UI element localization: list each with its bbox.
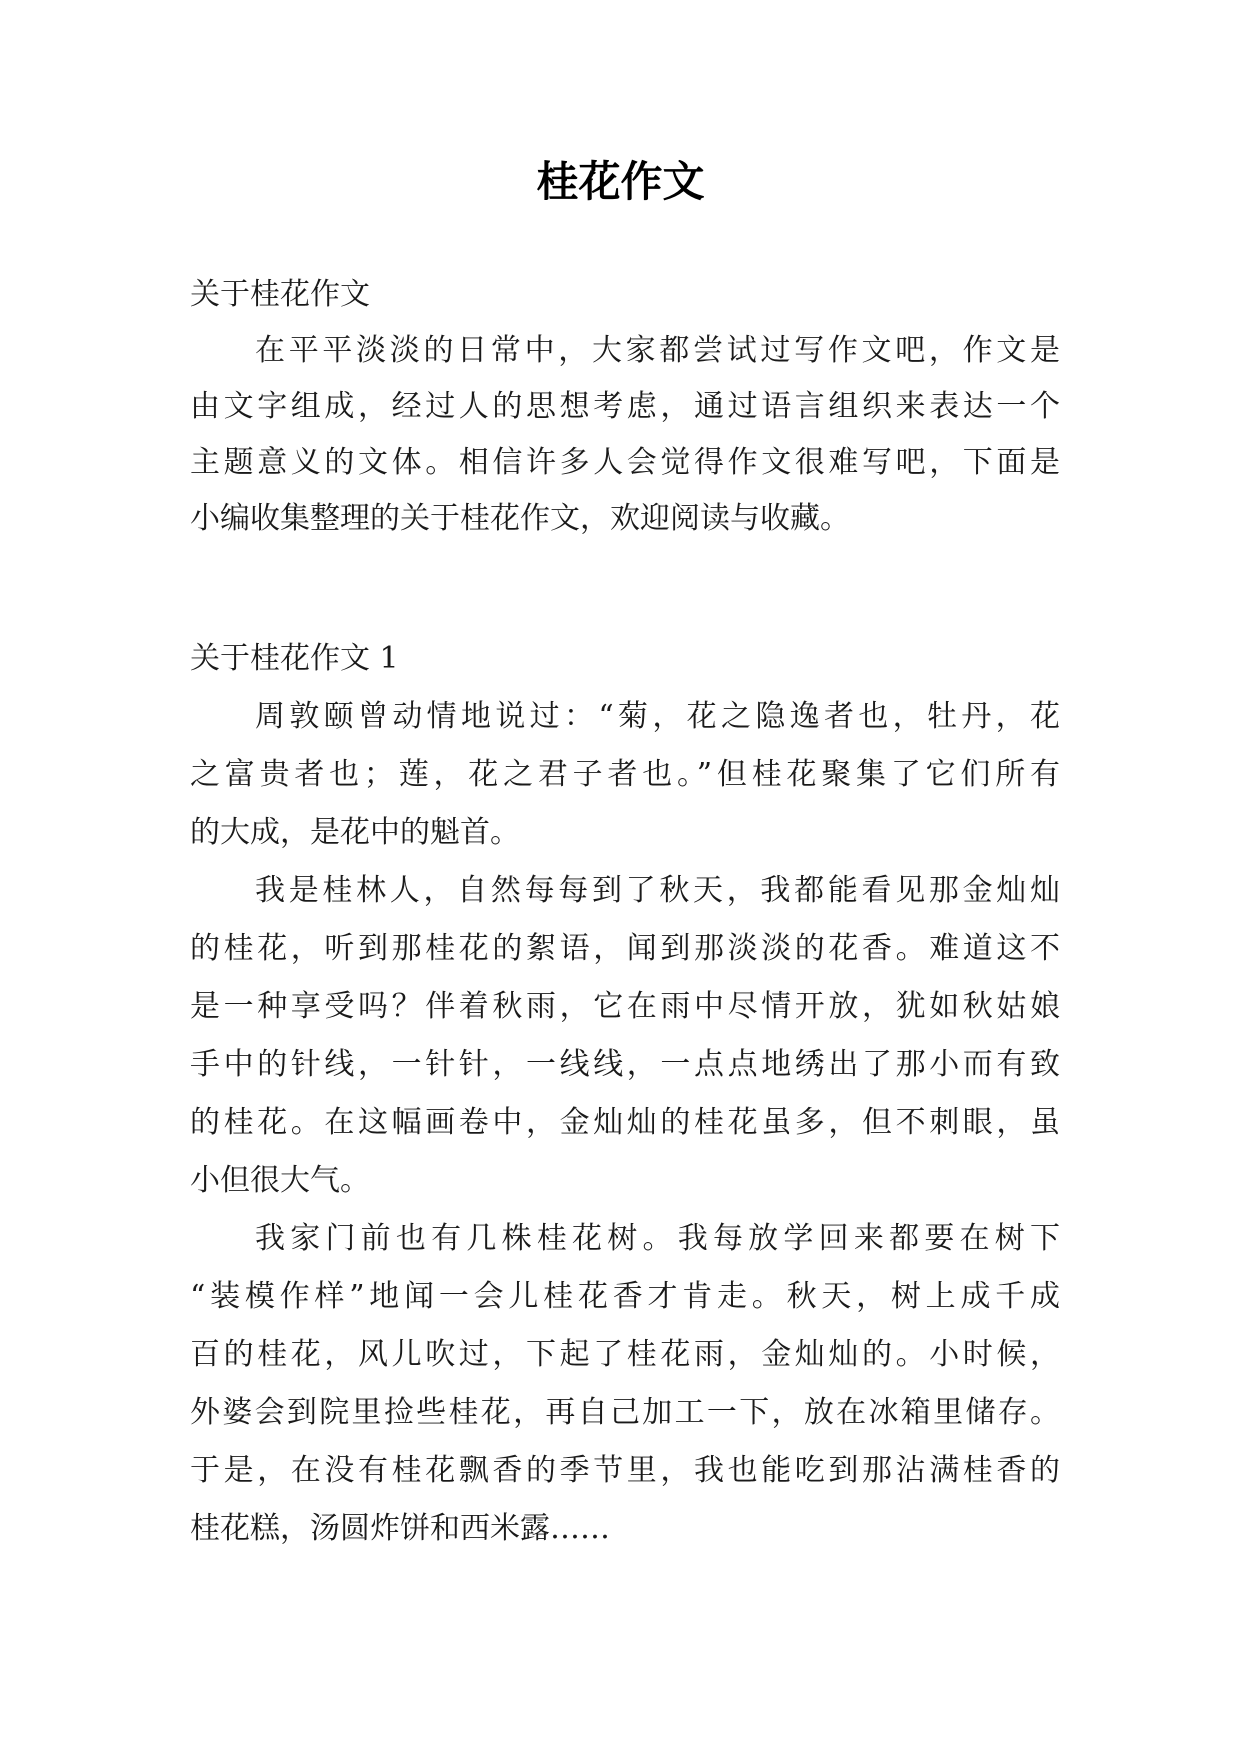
essay-paragraph-line: 周敦颐曾动情地说过：“菊，花之隐逸者也，牡丹，花: [255, 699, 1060, 734]
essay-paragraph-line: 我家门前也有几株桂花树。我每放学回来都要在树下: [255, 1221, 1060, 1256]
intro-paragraph-line: 在平平淡淡的日常中，大家都尝试过写作文吧，作文是: [255, 333, 1060, 368]
essay-paragraph-line: 的桂花，听到那桂花的絮语，闻到那淡淡的花香。难道这不: [190, 931, 1060, 966]
essay-paragraph-line: 百的桂花，风儿吹过，下起了桂花雨，金灿灿的。小时候，: [190, 1337, 1060, 1372]
essay-paragraph-line: 手中的针线，一针针，一线线，一点点地绣出了那小而有致: [190, 1047, 1060, 1082]
essay-paragraph-line: 的桂花。在这幅画卷中，金灿灿的桂花虽多，但不刺眼，虽: [190, 1105, 1060, 1140]
intro-paragraph-line: 由文字组成，经过人的思想考虑，通过语言组织来表达一个: [190, 389, 1060, 424]
essay-paragraph-line: 于是，在没有桂花飘香的季节里，我也能吃到那沾满桂香的: [190, 1453, 1060, 1488]
document-title: 桂花作文: [536, 157, 705, 206]
intro-paragraph-line: 主题意义的文体。相信许多人会觉得作文很难写吧，下面是: [190, 445, 1060, 480]
essay-paragraph-line: “装模作样”地闻一会儿桂花香才肯走。秋天，树上成千成: [190, 1279, 1060, 1314]
intro-paragraph-line: 小编收集整理的关于桂花作文，欢迎阅读与收藏。: [190, 501, 850, 536]
section-heading-intro: 关于桂花作文: [190, 277, 370, 312]
essay-paragraph-line: 之富贵者也；莲，花之君子者也。”但桂花聚集了它们所有: [190, 757, 1060, 792]
essay-paragraph-line: 的大成，是花中的魁首。: [190, 815, 520, 850]
essay-paragraph-line: 是一种享受吗？伴着秋雨，它在雨中尽情开放，犹如秋姑娘: [190, 989, 1060, 1024]
section-heading-essay-1: 关于桂花作文 1: [190, 641, 399, 676]
essay-paragraph-line: 外婆会到院里捡些桂花，再自己加工一下，放在冰箱里储存。: [190, 1395, 1060, 1430]
essay-paragraph-line: 小但很大气。: [190, 1163, 370, 1198]
essay-paragraph-line: 我是桂林人，自然每每到了秋天，我都能看见那金灿灿: [255, 873, 1060, 908]
essay-paragraph-line: 桂花糕，汤圆炸饼和西米露……: [190, 1511, 610, 1546]
